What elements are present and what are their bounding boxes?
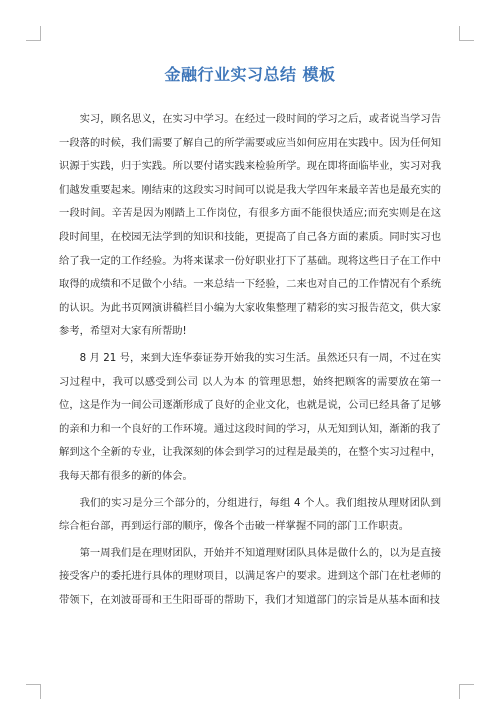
crop-mark-top-right [459, 26, 474, 41]
document-title: 金融行业实习总结 模板 [164, 65, 336, 84]
paragraph-first-week: 第一周我们是在理财团队，开始并不知道理财团队具体是做什么的，以为是直接接受客户的委托进行具体的理财项目，以满足客户的要求。进到这个部门在杜老师的带领下，在刘波哥哥和王生阳哥哥的帮助下，我们才知道部门的宗旨是从基本面和技 [59, 546, 441, 606]
paragraph-groups: 我们的实习是分三个部分的，分组进行，每组 4 个人。我们组按从理财团队到综合柜台部，再到运行部的顺序，像各个击破一样掌握不同的部门工作职责。 [59, 496, 441, 533]
paragraph-arrival: 8 月 21 号，来到大连华泰证券开始我的实习生活。虽然还只有一周，不过在实习过程中，我可以感受到公司 以人为本 的管理思想，始终把顾客的需要放在第一位，这是作为一间公司逐渐形成了良好的企业文化，也就是说，公司已经具备了足够的亲和力和一个良好的工作环境。通过这段时间的学习，从无知到认知，渐渐的我了解到这个全新的专业，让我深刻的体会到学习的过程是最美的，在整个实习过程中，我每天都有很多的新的体会。 [59, 351, 441, 482]
crop-mark-bottom-right [459, 684, 474, 699]
crop-mark-bottom-left [26, 684, 41, 699]
document-body [59, 108, 441, 615]
crop-mark-top-left [26, 26, 41, 41]
paragraph-intro: 实习，顾名思义，在实习中学习。在经过一段时间的学习之后，或者说当学习告一段落的时候，我们需要了解自己的所学需要或应当如何应用在实践中。因为任何知识源于实践，归于实践。所以要付诸实践来检验所学。现在即将面临毕业，实习对我们越发重要起来。刚结束的这段实习时间可以说是我大学四年来最辛苦也是最充实的一段时间。辛苦是因为刚踏上工作岗位，有很多方面不能很快适应;而充实则是在这段时间里，在校园无法学到的知识和技能，更提高了自己各方面的素质。同时实习也给了我一定的工作经验。为将来谋求一份好职业打下了基础。现将这些日子在工作中取得的成绩和不足做个小结。一来总结一下经验，二来也对自己的工作情况有个系统的认识。为此书页网演讲稿栏目小编为大家收集整理了精彩的实习报告范文，供大家参考，希望对大家有所帮助! [59, 113, 441, 338]
